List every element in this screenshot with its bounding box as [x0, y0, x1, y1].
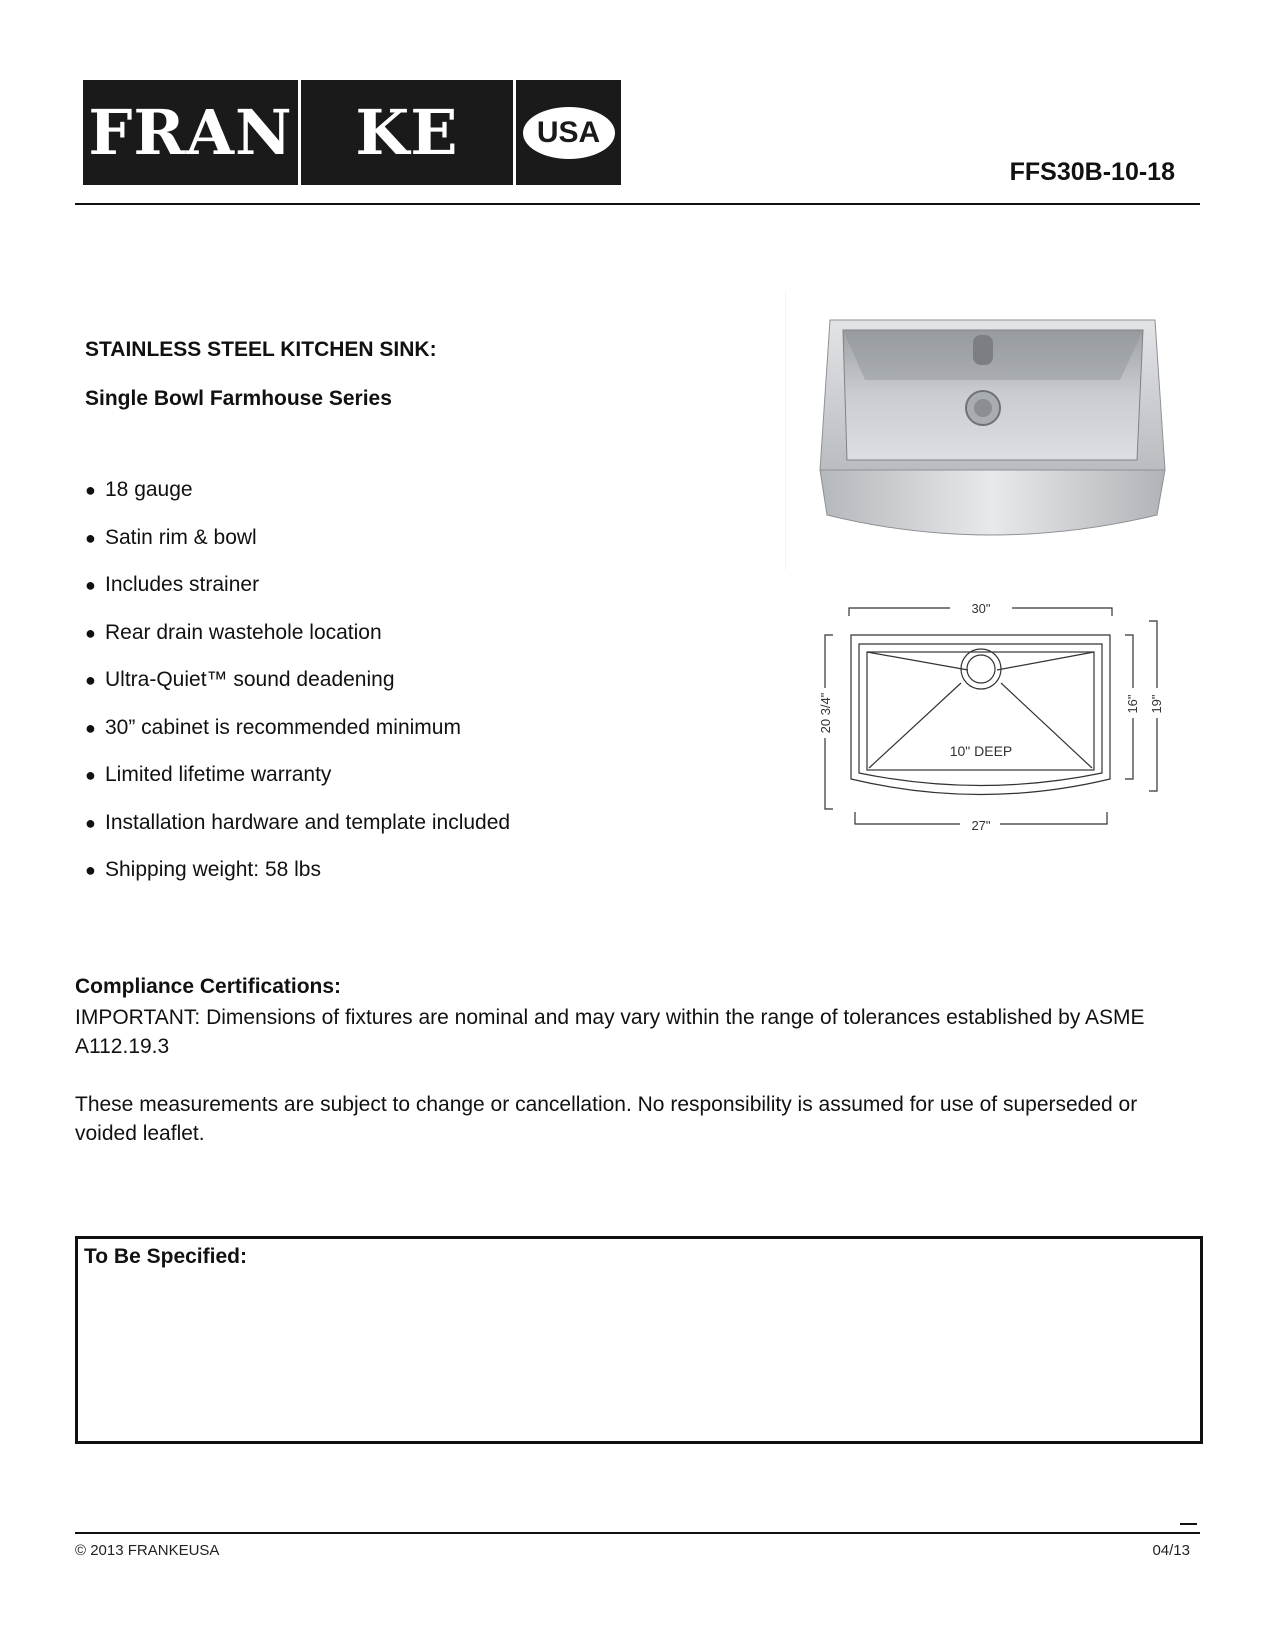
- feature-item: [85, 478, 510, 526]
- dimension-diagram: [815, 598, 1195, 868]
- logo-text-fran: FRAN: [88, 96, 293, 169]
- bullet-icon: ●: [85, 575, 96, 595]
- feature-item: [85, 811, 510, 859]
- feature-text: Includes strainer: [105, 573, 260, 596]
- product-category: STAINLESS STEEL KITCHEN SINK:: [85, 338, 437, 361]
- bullet-icon: ●: [85, 622, 96, 643]
- bullet-icon: ●: [85, 860, 96, 880]
- bullet-icon: ●: [85, 480, 96, 500]
- feature-text: Installation hardware and template included: [105, 810, 511, 834]
- feature-list: [85, 478, 510, 906]
- logo-block-fran: [83, 80, 298, 185]
- compliance-title: Compliance Certifications:: [75, 975, 342, 998]
- product-series: Single Bowl Farmhouse Series: [85, 387, 392, 410]
- dim-height-outer: 19": [1149, 694, 1164, 714]
- copyright: © 2013 FRANKEUSA: [75, 1542, 220, 1559]
- bullet-icon: ●: [85, 765, 96, 785]
- revision-date: 04/13: [1152, 1542, 1190, 1559]
- dim-width-top: 30": [971, 601, 991, 616]
- usa-badge: [523, 107, 615, 159]
- header-divider: [75, 203, 1200, 205]
- specification-box[interactable]: [75, 1236, 1203, 1444]
- bullet-icon: ●: [85, 527, 96, 548]
- logo-text-ke: KE: [355, 96, 459, 169]
- feature-item: [85, 526, 510, 574]
- usa-badge-text: USA: [536, 115, 601, 149]
- specification-label: To Be Specified:: [84, 1245, 247, 1268]
- model-number: FFS30B-10-18: [1009, 158, 1175, 186]
- disclaimer-text: These measurements are subject to change or cancellation. No responsibility is assumed for use of superseded or voided leaflet.: [75, 1093, 1138, 1145]
- logo-block-usa: [513, 80, 621, 185]
- dim-height-inner: 16": [1125, 694, 1140, 714]
- sink-photo: [785, 290, 1195, 570]
- feature-text: Rear drain wastehole location: [105, 620, 382, 644]
- feature-text: Shipping weight: 58 lbs: [105, 858, 321, 881]
- footer-dash: [1180, 1523, 1197, 1525]
- footer-divider: [75, 1532, 1200, 1534]
- logo-block-ke: [298, 80, 513, 185]
- bullet-icon: ●: [85, 812, 96, 833]
- franke-logo: [83, 80, 621, 185]
- feature-item: [85, 573, 510, 621]
- dim-bowl-depth: 10" DEEP: [949, 743, 1013, 759]
- dim-width-bottom: 27": [971, 818, 991, 833]
- feature-text: 30” cabinet is recommended minimum: [105, 715, 461, 739]
- feature-item: [85, 621, 510, 669]
- feature-text: Limited lifetime warranty: [105, 763, 332, 786]
- compliance-text: IMPORTANT: Dimensions of fixtures are nominal and may vary within the range of tolerances established by ASME A112.19.3: [75, 1006, 1145, 1058]
- feature-text: 18 gauge: [105, 478, 193, 501]
- feature-item: [85, 668, 510, 716]
- feature-item: [85, 763, 510, 811]
- feature-text: Satin rim & bowl: [105, 525, 257, 549]
- bullet-icon: ●: [85, 670, 96, 690]
- dim-depth-left: 20 3/4": [818, 692, 833, 734]
- feature-item: [85, 716, 510, 764]
- bullet-icon: ●: [85, 717, 96, 738]
- feature-text: Ultra-Quiet™ sound deadening: [105, 668, 395, 691]
- feature-item: [85, 858, 510, 906]
